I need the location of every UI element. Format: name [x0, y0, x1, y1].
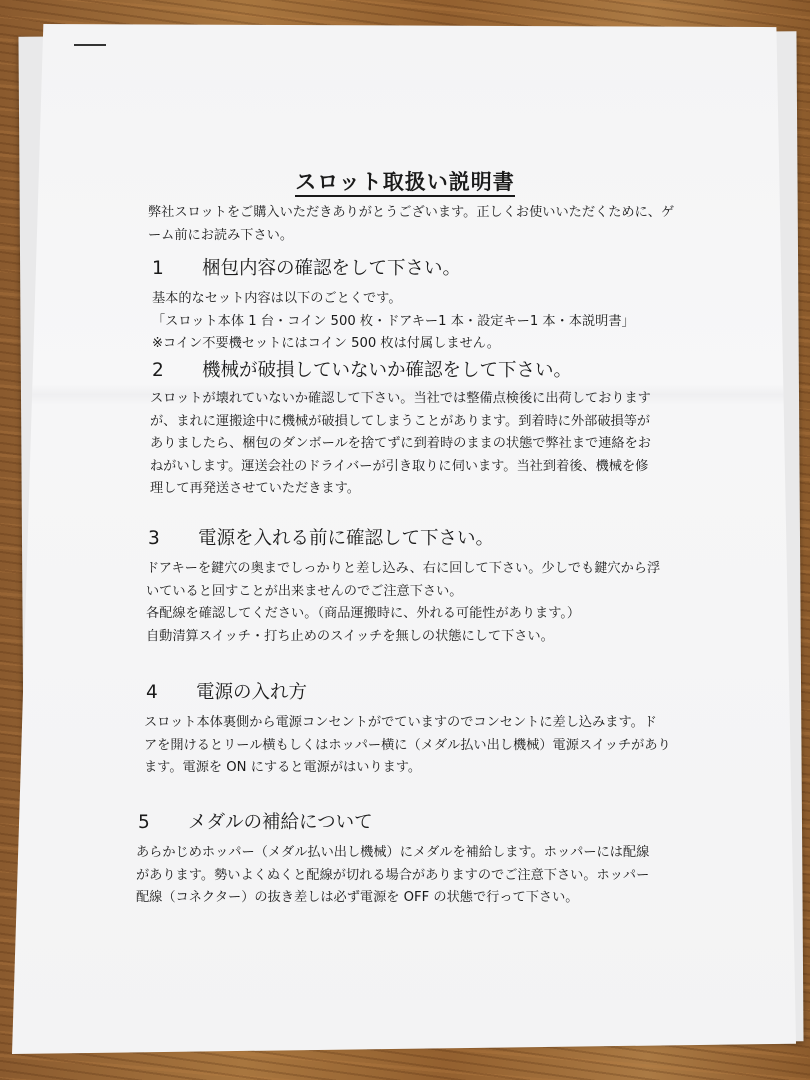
- intro-line: ーム前にお読み下さい。: [148, 227, 294, 243]
- section-number: 2: [152, 360, 164, 381]
- document-title: スロット取扱い説明書: [0, 166, 810, 196]
- body-line: ありましたら、梱包のダンボールを捨てずに到着時のままの状態で弊社まで連絡をお: [150, 436, 651, 451]
- body-line: があります。勢いよくぬくと配線が切れる場合がありますのでご注意下さい。ホッパー: [136, 867, 650, 883]
- section-1-body: [152, 288, 635, 356]
- section-number: 3: [148, 528, 160, 549]
- body-line: 配線（コネクター）の抜き差しは必ず電源を OFF の状態で行って下さい。: [136, 890, 579, 905]
- body-line: ねがいします。運送会社のドライバーが引き取りに伺います。当社到着後、機械を修: [150, 458, 649, 474]
- section-title: 梱包内容の確認をして下さい。: [202, 258, 462, 279]
- body-line: ドアキーを鍵穴の奥までしっかりと差し込み、右に回して下さい。少しでも鍵穴から浮: [146, 561, 661, 576]
- section-4-heading: [146, 678, 307, 704]
- section-number: 5: [138, 812, 150, 833]
- section-4-body: [144, 712, 671, 780]
- section-2-heading: [152, 356, 572, 382]
- section-title: 電源を入れる前に確認して下さい。: [198, 528, 495, 549]
- intro-line: 弊社スロットをご購入いただきありがとうございます。正しくお使いいただくために、ゲ: [148, 205, 675, 220]
- body-line: あらかじめホッパー（メダル払い出し機械）にメダルを補給します。ホッパーには配線: [136, 845, 650, 860]
- body-line: 各配線を確認してください。（商品運搬時に、外れる可能性があります。）: [146, 606, 581, 621]
- section-title: メダルの補給について: [188, 812, 373, 833]
- body-line: ます。電源を ON にすると電源がはいります。: [144, 760, 422, 775]
- section-2-body: [150, 388, 651, 501]
- intro-paragraph: [148, 202, 674, 247]
- body-line: 理して再発送させていただきます。: [150, 481, 360, 496]
- section-3-body: [146, 558, 660, 648]
- section-number: 1: [152, 258, 164, 279]
- body-line: スロットが壊れていないか確認して下さい。当社では整備点検後に出荷しております: [150, 391, 651, 406]
- body-line: いていると回すことが出来ませんのでご注意下さい。: [146, 583, 463, 599]
- section-title: 機械が破損していないか確認をして下さい。: [202, 360, 573, 381]
- section-3-heading: [148, 524, 494, 550]
- section-5-body: [136, 842, 649, 910]
- section-number: 4: [146, 682, 158, 703]
- body-line: 基本的なセット内容は以下のごとくです。: [152, 291, 402, 306]
- body-line: アを開けるとリール横もしくはホッパー横に（メダル払い出し機械）電源スイッチがあり: [144, 737, 671, 753]
- body-line: が、まれに運搬途中に機械が破損してしまうことがあります。到着時に外部破損等が: [150, 413, 651, 429]
- body-line: 「スロット本体 1 台・コイン 500 枚・ドアキー1 本・設定キー1 本・本説明書」: [152, 313, 635, 329]
- section-1-heading: [152, 254, 461, 280]
- body-line: スロット本体裏側から電源コンセントがでていますのでコンセントに差し込みます。ド: [144, 715, 657, 730]
- body-line: ※コイン不要機セットにはコイン 500 枚は付属しません。: [152, 336, 500, 351]
- section-title: 電源の入れ方: [196, 682, 308, 703]
- section-5-heading: [138, 808, 373, 834]
- body-line: 自動清算スイッチ・打ち止めのスイッチを無しの状態にして下さい。: [146, 628, 554, 644]
